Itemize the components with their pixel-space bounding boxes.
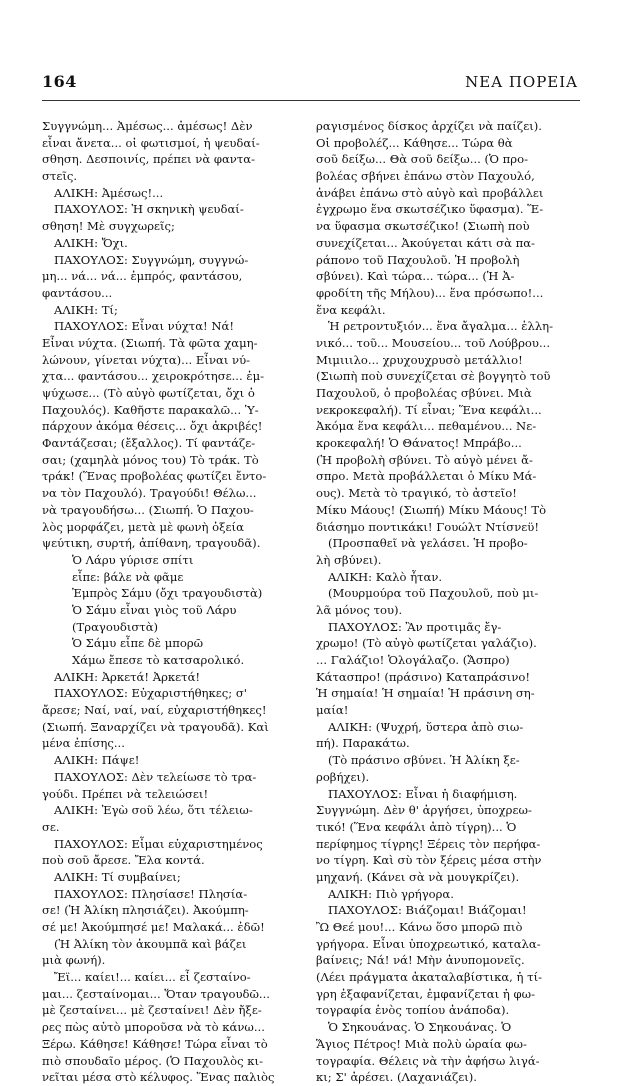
text-line: ΑΛΙΚΗ: (Ψυχρή, ὕστερα ἀπὸ σιω- bbox=[328, 719, 524, 734]
text-line: Ὁ Σάμυ εἶπε δὲ μπορῶ bbox=[72, 636, 204, 651]
text-line: ἐγχρωμο ἕνα σκωτσέζικο ὕφασμα). Ἕ- bbox=[316, 202, 544, 217]
text-line: ... Γαλάζιο! Ὁλογάλαζο. (Ἄσπρο) bbox=[316, 653, 510, 667]
text-line: μένα ἐπίσης... bbox=[42, 736, 125, 751]
text-line: (Ἡ προβολὴ σβύνει. Τὸ αὐγὸ μένει ἄ- bbox=[316, 452, 533, 467]
text-line: Εἶναι νύχτα. (Σιωπή. Τὰ φῶτα χαμη- bbox=[42, 335, 258, 350]
text-line: (Μουρμούρα τοῦ Παχουλοῦ, ποὺ μι- bbox=[328, 586, 539, 601]
text-line: μηχανή. (Κάνει σὰ νὰ μουγκρίζει). bbox=[316, 869, 520, 884]
text-line: φροδίτη τῆς Μήλου)... ἕνα πρόσωπο!... bbox=[316, 285, 544, 300]
text-line: ράπονο τοῦ Παχουλοῦ. Ἡ προβολὴ bbox=[316, 252, 520, 267]
text-line: διάσημο ποντικάκι! Γουώλτ Ντίσνεϋ! bbox=[316, 519, 539, 534]
text-line: ροβήχει). bbox=[316, 769, 370, 784]
text-line: Παχουλός). Καθῆστε παρακαλῶ... Ὑ- bbox=[42, 402, 259, 417]
text-line: ἕνα κεφάλι. bbox=[316, 302, 386, 317]
text-line: ΠΑΧΟΥΛΟΣ: Συγγνώμη, συγγνώ- bbox=[54, 252, 249, 267]
text-line: Ἐμπρὸς Σάμυ (ὄχι τραγουδιστὰ) bbox=[72, 586, 263, 601]
text-line: σε. bbox=[42, 819, 60, 834]
text-line: νικό... τοῦ... Μουσείου... τοῦ Λούβρου... bbox=[316, 335, 551, 350]
text-line: ραγισμένος δίσκος ἀρχίζει νὰ παίζει). bbox=[316, 119, 542, 133]
left-column bbox=[42, 118, 308, 1086]
text-line: ΑΛΙΚΗ: Καλὸ ἦταν. bbox=[328, 569, 443, 584]
text-line: Ἡ ρετροντυξιόν... ἕνα ἄγαλμα... ἑλλη- bbox=[328, 319, 554, 334]
text-line: λώνουν, γίνεται νύχτα)... Εἶναι νύ- bbox=[42, 352, 251, 367]
text-line: (Σιωπὴ ποὺ συνεχίζεται σὲ βογγητὸ τοῦ bbox=[316, 369, 551, 384]
page-number: 164 bbox=[42, 72, 77, 91]
text-line: ΠΑΧΟΥΛΟΣ: Εἶναι ἡ διαφήμιση. bbox=[328, 786, 518, 801]
text-line: Φαντάζεσαι; (ἔξαλλος). Τί φαντάζε- bbox=[42, 436, 256, 451]
text-line: Ὁ Λάρυ γύρισε σπίτι bbox=[72, 552, 194, 567]
text-line: σθηση. Δεσποινίς, πρέπει νὰ φαντα- bbox=[42, 152, 255, 167]
text-line: Μιμιιιλο... χρυχουχρυσὸ μετάλλιο! bbox=[316, 352, 523, 367]
text-line: γούδι. Πρέπει νὰ τελειώσει! bbox=[42, 786, 209, 801]
text-line: ΠΑΧΟΥΛΟΣ: Βιάζομαι! Βιάζομαι! bbox=[328, 903, 527, 918]
text-line: (Λέει πράγματα ἀκαταλαβίστικα, ἡ τί- bbox=[316, 970, 543, 985]
text-line: ΑΛΙΚΗ: Ἀρκετά! Ἀρκετά! bbox=[54, 669, 201, 684]
text-line: πιὸ σπουδαῖο μέρος. (Ὁ Παχουλὸς κι- bbox=[42, 1053, 263, 1068]
text-line: ΠΑΧΟΥΛΟΣ: Δὲν τελείωσε τὸ τρα- bbox=[54, 769, 257, 784]
text-line: Συγγνώμη... Ἀμέσως... ἀμέσως! Δὲν bbox=[42, 119, 253, 133]
text-line: ἀνάβει ἐπάνω στὸ αὐγὸ καὶ προβάλλει bbox=[316, 185, 544, 200]
text-line: νο τίγρη. Καὶ σὺ τὸν ξέρεις μέσα στὴν bbox=[316, 853, 542, 868]
text-line: σαι; (χαμηλὰ μόνος του) Τὸ τράκ. Τὸ bbox=[42, 452, 259, 467]
text-line: ΑΛΙΚΗ: Ἀμέσως!... bbox=[54, 185, 164, 200]
text-line: να τὸν Παχουλό). Τραγούδι! Θέλω... bbox=[42, 486, 257, 501]
text-line: ΑΛΙΚΗ: Ὄχι. bbox=[54, 235, 128, 250]
text-line: φαντάσου... bbox=[42, 285, 113, 300]
text-line: Ὁ Σηκουάνας. Ὁ Σηκουάνας. Ὁ bbox=[328, 1020, 512, 1035]
text-line: ΑΛΙΚΗ: Ἐγὼ σοῦ λέω, ὅτι τέλειω- bbox=[54, 803, 253, 818]
text-line: εἶναι ἄνετα... οἱ φωτισμοί, ἡ ψευδαί- bbox=[42, 135, 260, 150]
text-line: λᾶ μόνος του). bbox=[316, 602, 403, 617]
text-line: ΠΑΧΟΥΛΟΣ: Πλησίασε! Πλησία- bbox=[54, 886, 248, 901]
text-line: σε! (Ἡ Ἀλίκη πλησιάζει). Ἀκούμπη- bbox=[42, 903, 249, 918]
text-line: ΑΛΙΚΗ: Πιὸ γρήγορα. bbox=[328, 886, 454, 901]
text-line: τικό! (Ἕνα κεφάλι ἀπὸ τίγρη)... Ὁ bbox=[316, 819, 517, 834]
text-line: (Ἡ Ἀλίκη τὸν ἀκουμπᾶ καὶ βάζει bbox=[54, 936, 247, 951]
text-line: ους). Μετὰ τὸ τραγικό, τὸ ἀστεῖο! bbox=[316, 486, 517, 501]
text-line: μιὰ φωνή). bbox=[42, 953, 106, 968]
text-line: Ὁ Σάμυ εἶναι γιὸς τοῦ Λάρυ bbox=[72, 602, 237, 617]
text-line: Ξέρω. Κάθησε! Κάθησε! Τώρα εἶναι τὸ bbox=[42, 1036, 268, 1051]
text-line: βολέας σβήνει ἐπάνω στὸν Παχουλό, bbox=[316, 169, 535, 184]
text-line: ΑΛΙΚΗ: Τί; bbox=[54, 302, 118, 317]
text-line: Μίκυ Μάους! (Σιωπή) Μίκυ Μάους! Τὸ bbox=[316, 502, 547, 517]
running-head: ΝΕΑ ΠΟΡΕΙΑ bbox=[465, 73, 578, 91]
text-line: ἄρεσε; Ναί, ναί, ναί, εὐχαριστήθηκες! bbox=[42, 703, 267, 718]
text-line: (Προσπαθεῖ νὰ γελάσει. Ἡ προβο- bbox=[328, 536, 528, 551]
text-line: ΠΑΧΟΥΛΟΣ: Εὐχαριστήθηκες; σ' bbox=[54, 686, 247, 701]
text-line: Ἔϊ... καίει!... καίει... εἶ ζεσταίνο- bbox=[54, 970, 251, 985]
text-line: (Τὸ πράσινο σβύνει. Ἡ Ἀλίκη ξε- bbox=[328, 753, 520, 768]
text-line: Κάτασπρο! (πράσινο) Καταπράσινο! bbox=[316, 669, 531, 684]
text-line: ΠΑΧΟΥΛΟΣ: Εἶναι νύχτα! Νά! bbox=[54, 319, 235, 334]
text-line: σβύνει). Καὶ τώρα... τώρα... (Ἡ Ἀ- bbox=[316, 269, 515, 284]
text-line: ψύχωσε... (Τὸ αὐγὸ φωτίζεται, ὄχι ὁ bbox=[42, 386, 255, 400]
text-line: γρήγορα. Εἶναι ὑποχρεωτικό, καταλα- bbox=[316, 936, 541, 951]
text-line: γρη ἐξαφανίζεται, ἐμφανίζεται ἡ φω- bbox=[316, 986, 535, 1001]
text-line: πή). Παρακάτω. bbox=[316, 736, 410, 751]
text-line: χτα... φαντάσου... χειροκρότησε... ἐμ- bbox=[42, 369, 265, 384]
text-line: (Τραγουδιστὰ) bbox=[72, 619, 159, 634]
text-line: ποὺ σοῦ ἄρεσε. Ἔλα κοντά. bbox=[42, 853, 205, 868]
text-line: να ὕφασμα σκωτσέζικο! (Σιωπὴ ποὺ bbox=[316, 219, 530, 234]
text-line: νὰ τραγουδήσω... (Σιωπή. Ὁ Παχου- bbox=[42, 502, 254, 517]
text-line: νεῖται μέσα στὸ κέλυφος. Ἕνας παλιὸς bbox=[42, 1070, 275, 1085]
text-line: σοῦ δείξω... Θὰ σοῦ δείξω... (Ὁ προ- bbox=[316, 152, 529, 167]
text-line: Συγγνώμη. Δὲν θ' ἀργήσει, ὑποχρεω- bbox=[316, 803, 532, 818]
text-line: ΠΑΧΟΥΛΟΣ: Ἡ σκηνικὴ ψευδαί- bbox=[54, 202, 244, 217]
text-line: μαία! bbox=[316, 703, 349, 718]
text-line: νεκροκεφαλή). Τί εἶναι; Ἕνα κεφάλι... bbox=[316, 402, 542, 417]
right-column bbox=[316, 118, 582, 1086]
text-line: τογραφία ἑνὸς τοπίου ἀνάποδα). bbox=[316, 1003, 510, 1018]
text-line: στεῖς. bbox=[42, 169, 78, 184]
text-line: τράκ! (Ἕνας προβολέας φωτίζει ἔντο- bbox=[42, 469, 267, 484]
text-line: περίφημος τίγρης! Ξέρεις τὸν περήφα- bbox=[316, 836, 541, 851]
text-line: χρωμο! (Τὸ αὐγὸ φωτίζεται γαλάζιο). bbox=[316, 636, 537, 651]
text-line: λὴ σβύνει). bbox=[316, 552, 382, 567]
text-line: βαίνεις; Νά! νά! Μὴν ἀνυπομονεῖς. bbox=[316, 953, 525, 968]
text-line: ΠΑΧΟΥΛΟΣ: Εἶμαι εὐχαριστημένος bbox=[54, 836, 263, 851]
text-line: ψεύτικη, συρτή, ἀπίθανη, τραγουδᾶ). bbox=[42, 536, 261, 551]
text-line: ΑΛΙΚΗ: Τί συμβαίνει; bbox=[54, 869, 181, 884]
text-line: σπρο. Μετὰ προβάλλεται ὁ Μίκυ Μά- bbox=[316, 469, 537, 484]
text-line: κροκεφαλή! Ὁ Θάνατος! Μπράβο... bbox=[316, 436, 522, 451]
text-line: ΠΑΧΟΥΛΟΣ: Ἂν προτιμᾶς ἔγ- bbox=[328, 619, 502, 634]
text-line: τογραφία. Θέλεις νὰ τὴν ἀφήσω λιγά- bbox=[316, 1053, 540, 1068]
text-line: μὲ ζεσταίνει... μὲ ζεσταίνει! Δὲν ἤξε- bbox=[42, 1003, 262, 1018]
text-line: πάρχουν ἀκόμα θέσεις... ὄχι ἀκριβές! bbox=[42, 419, 263, 434]
header-rule bbox=[42, 100, 580, 101]
text-line: μαι... ζεσταίνομαι... Ὅταν τραγουδῶ... bbox=[42, 986, 270, 1001]
text-line: σθηση! Μὲ συγχωρεῖς; bbox=[42, 219, 175, 234]
text-line: Παχουλοῦ, ὁ προβολέας σβύνει. Μιὰ bbox=[316, 386, 532, 400]
text-line: Ἀκόμα ἕνα κεφάλι... πεθαμένου... Νε- bbox=[316, 419, 537, 434]
text-line: κι; Σ' ἀρέσει. (Λαχανιάζει). bbox=[316, 1070, 477, 1085]
text-line: Χάμω ἔπεσε τὸ κατσαρολικό. bbox=[72, 653, 245, 667]
text-line: (Σιωπή. Ξαναρχίζει νὰ τραγουδᾶ). Καὶ bbox=[42, 719, 269, 734]
text-line: εἶπε: βάλε νὰ φᾶμε bbox=[72, 569, 184, 584]
text-line: ρες πὼς αὐτὸ μποροῦσα νὰ τὸ κάνω... bbox=[42, 1020, 265, 1035]
text-line: λὸς μορφάζει, μετὰ μὲ φωνὴ ὀξεία bbox=[42, 519, 244, 534]
text-line: Ἡ σημαία! Ἡ σημαία! Ἡ πράσινη ση- bbox=[316, 686, 535, 701]
text-line: Ἅγιος Πέτρος! Μιὰ πολὺ ὡραία φω- bbox=[316, 1036, 527, 1051]
text-line: συνεχίζεται... Ἀκούγεται κάτι σὰ πα- bbox=[316, 235, 535, 250]
text-line: Οἱ προβολέζ... Κάθησε... Τώρα θὰ bbox=[316, 135, 513, 150]
text-line: μη... νά... νά... ἐμπρός, φαντάσου, bbox=[42, 269, 243, 284]
text-line: Ὢ Θεέ μου!... Κάνω ὅσο μπορῶ πιὸ bbox=[316, 920, 523, 934]
text-line: σέ με! Ἀκούμπησέ με! Μαλακά... ἐδῶ! bbox=[42, 920, 265, 934]
text-line: ΑΛΙΚΗ: Πάψε! bbox=[54, 753, 140, 768]
